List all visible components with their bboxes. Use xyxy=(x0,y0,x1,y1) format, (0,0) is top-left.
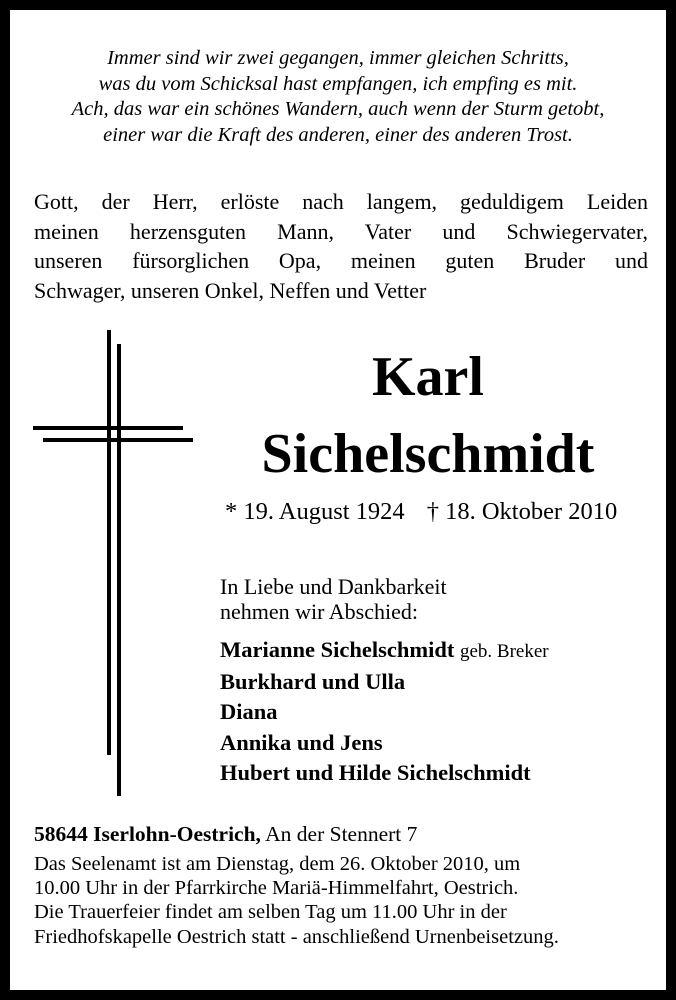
family-address xyxy=(34,821,417,847)
mourner-entry: Hubert und Hilde Sichelschmidt xyxy=(220,759,531,785)
poem-verse xyxy=(20,46,656,148)
death-date: † 18. Oktober 2010 xyxy=(426,498,618,525)
poem-line: was du vom Schicksal hast empfangen, ich empfing es mit. xyxy=(98,72,578,95)
notice-line: Das Seelenamt ist am Dienstag, dem 26. Oktober 2010, um xyxy=(34,853,521,875)
maiden-name-note: geb. Breker xyxy=(460,641,549,662)
mourner-entry: Burkhard und Ulla xyxy=(220,669,406,695)
notice-line: Die Trauerfeier findet am selben Tag um 11.00 Uhr in der xyxy=(34,901,507,924)
mourner-entry: Annika und Jens xyxy=(220,729,383,755)
poem-line: Immer sind wir zwei gegangen, immer gleichen Schritts, xyxy=(107,47,569,69)
poem-line: Ach, das war ein schönes Wandern, auch wenn der Sturm getobt, xyxy=(71,98,605,120)
intro-line: meinen herzensguten Mann, Vater und Schwiegervater, xyxy=(34,218,648,244)
mourner-name: Marianne Sichelschmidt xyxy=(220,637,455,662)
notice-line: 10.00 Uhr in der Pfarrkirche Mariä-Himmelfahrt, Oestrich. xyxy=(34,877,519,900)
address-street: An der Stennert 7 xyxy=(265,822,418,846)
service-notice xyxy=(34,852,648,949)
cross-icon xyxy=(33,330,203,800)
birth-date: * 19. August 1924 xyxy=(225,498,405,525)
deceased-last-name: Sichelschmidt xyxy=(261,423,595,485)
life-dates xyxy=(225,497,617,527)
poem-line: einer war die Kraft des anderen, einer des anderen Trost. xyxy=(103,123,573,146)
mourner-entry: Diana xyxy=(220,699,278,725)
farewell-line: nehmen wir Abschied: xyxy=(220,599,418,624)
mourner-entry xyxy=(220,635,549,667)
address-city: 58644 Iserlohn-Oestrich, xyxy=(34,822,261,846)
farewell-line: In Liebe und Dankbarkeit xyxy=(220,574,447,599)
intro-line: Schwager, unseren Onkel, Neffen und Vetter xyxy=(34,277,427,303)
notice-line: Friedhofskapelle Oestrich statt - anschließend Urnenbeisetzung. xyxy=(34,925,559,948)
mourners-list xyxy=(220,635,549,788)
intro-line: Gott, der Herr, erlöste nach langem, geduldigem Leiden xyxy=(34,189,648,214)
intro-line: unseren fürsorglichen Opa, meinen guten Bruder und xyxy=(34,248,648,273)
farewell-text xyxy=(220,574,447,624)
deceased-first-name: Karl xyxy=(372,346,484,408)
intro-text xyxy=(34,187,648,305)
